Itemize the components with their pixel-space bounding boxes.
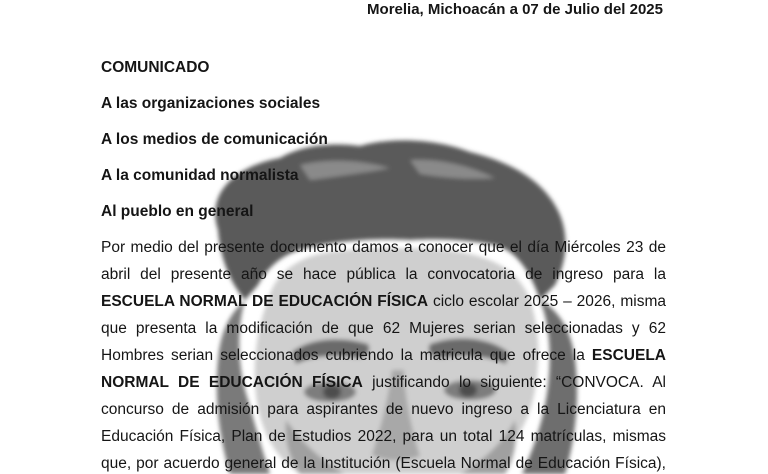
body-line-1 [101,238,666,257]
body-text: ciclo escolar 2025 – 2026, misma [428,293,666,310]
page-title: COMUNICADO [101,59,210,76]
school-name-bold: ESCUELA NORMAL DE EDUCACIÓN FÍSICA [101,293,429,310]
school-name-bold: NORMAL DE EDUCACIÓN FÍSICA [101,374,363,391]
body-text: Hombres serian seleccionados cubriendo la matricula que ofrece la [101,347,592,364]
body-text: que, por acuerdo general de la Institución (Escuela Normal de Educación Física), [101,455,666,472]
body-text: que presenta la modificación de que 62 Mujeres serian seleccionadas y 62 [101,320,666,337]
body-text: justificando lo siguiente: “CONVOCA. Al [362,374,666,391]
place-date: Morelia, Michoacán a 07 de Julio del 2025 [367,1,663,18]
body-line-9 [101,454,666,473]
school-name-bold: ESCUELA [591,347,666,364]
recipient-line: Al pueblo en general [101,203,254,220]
body-line-7 [101,400,666,419]
body-line-2 [101,265,666,284]
body-line-3 [101,292,666,311]
body-text: concurso de admisión para aspirantes de nuevo ingreso a la Licenciatura en [101,401,666,418]
body-text: Educación Física, Plan de Estudios 2022, para un total 124 matrículas, mismas [101,428,666,445]
recipient-line: A las organizaciones sociales [101,95,321,112]
body-line-8 [101,427,666,446]
body-line-4 [101,319,666,338]
body-line-5 [101,346,666,365]
recipient-line: A la comunidad normalista [101,167,299,184]
body-text: Por medio del presente documento damos a conocer que el día Miércoles 23 de [101,239,666,256]
recipient-line: A los medios de comunicación [101,131,328,148]
body-line-6 [101,373,666,392]
body-text: abril del presente año se hace pública la convocatoria de ingreso para la [101,266,666,283]
